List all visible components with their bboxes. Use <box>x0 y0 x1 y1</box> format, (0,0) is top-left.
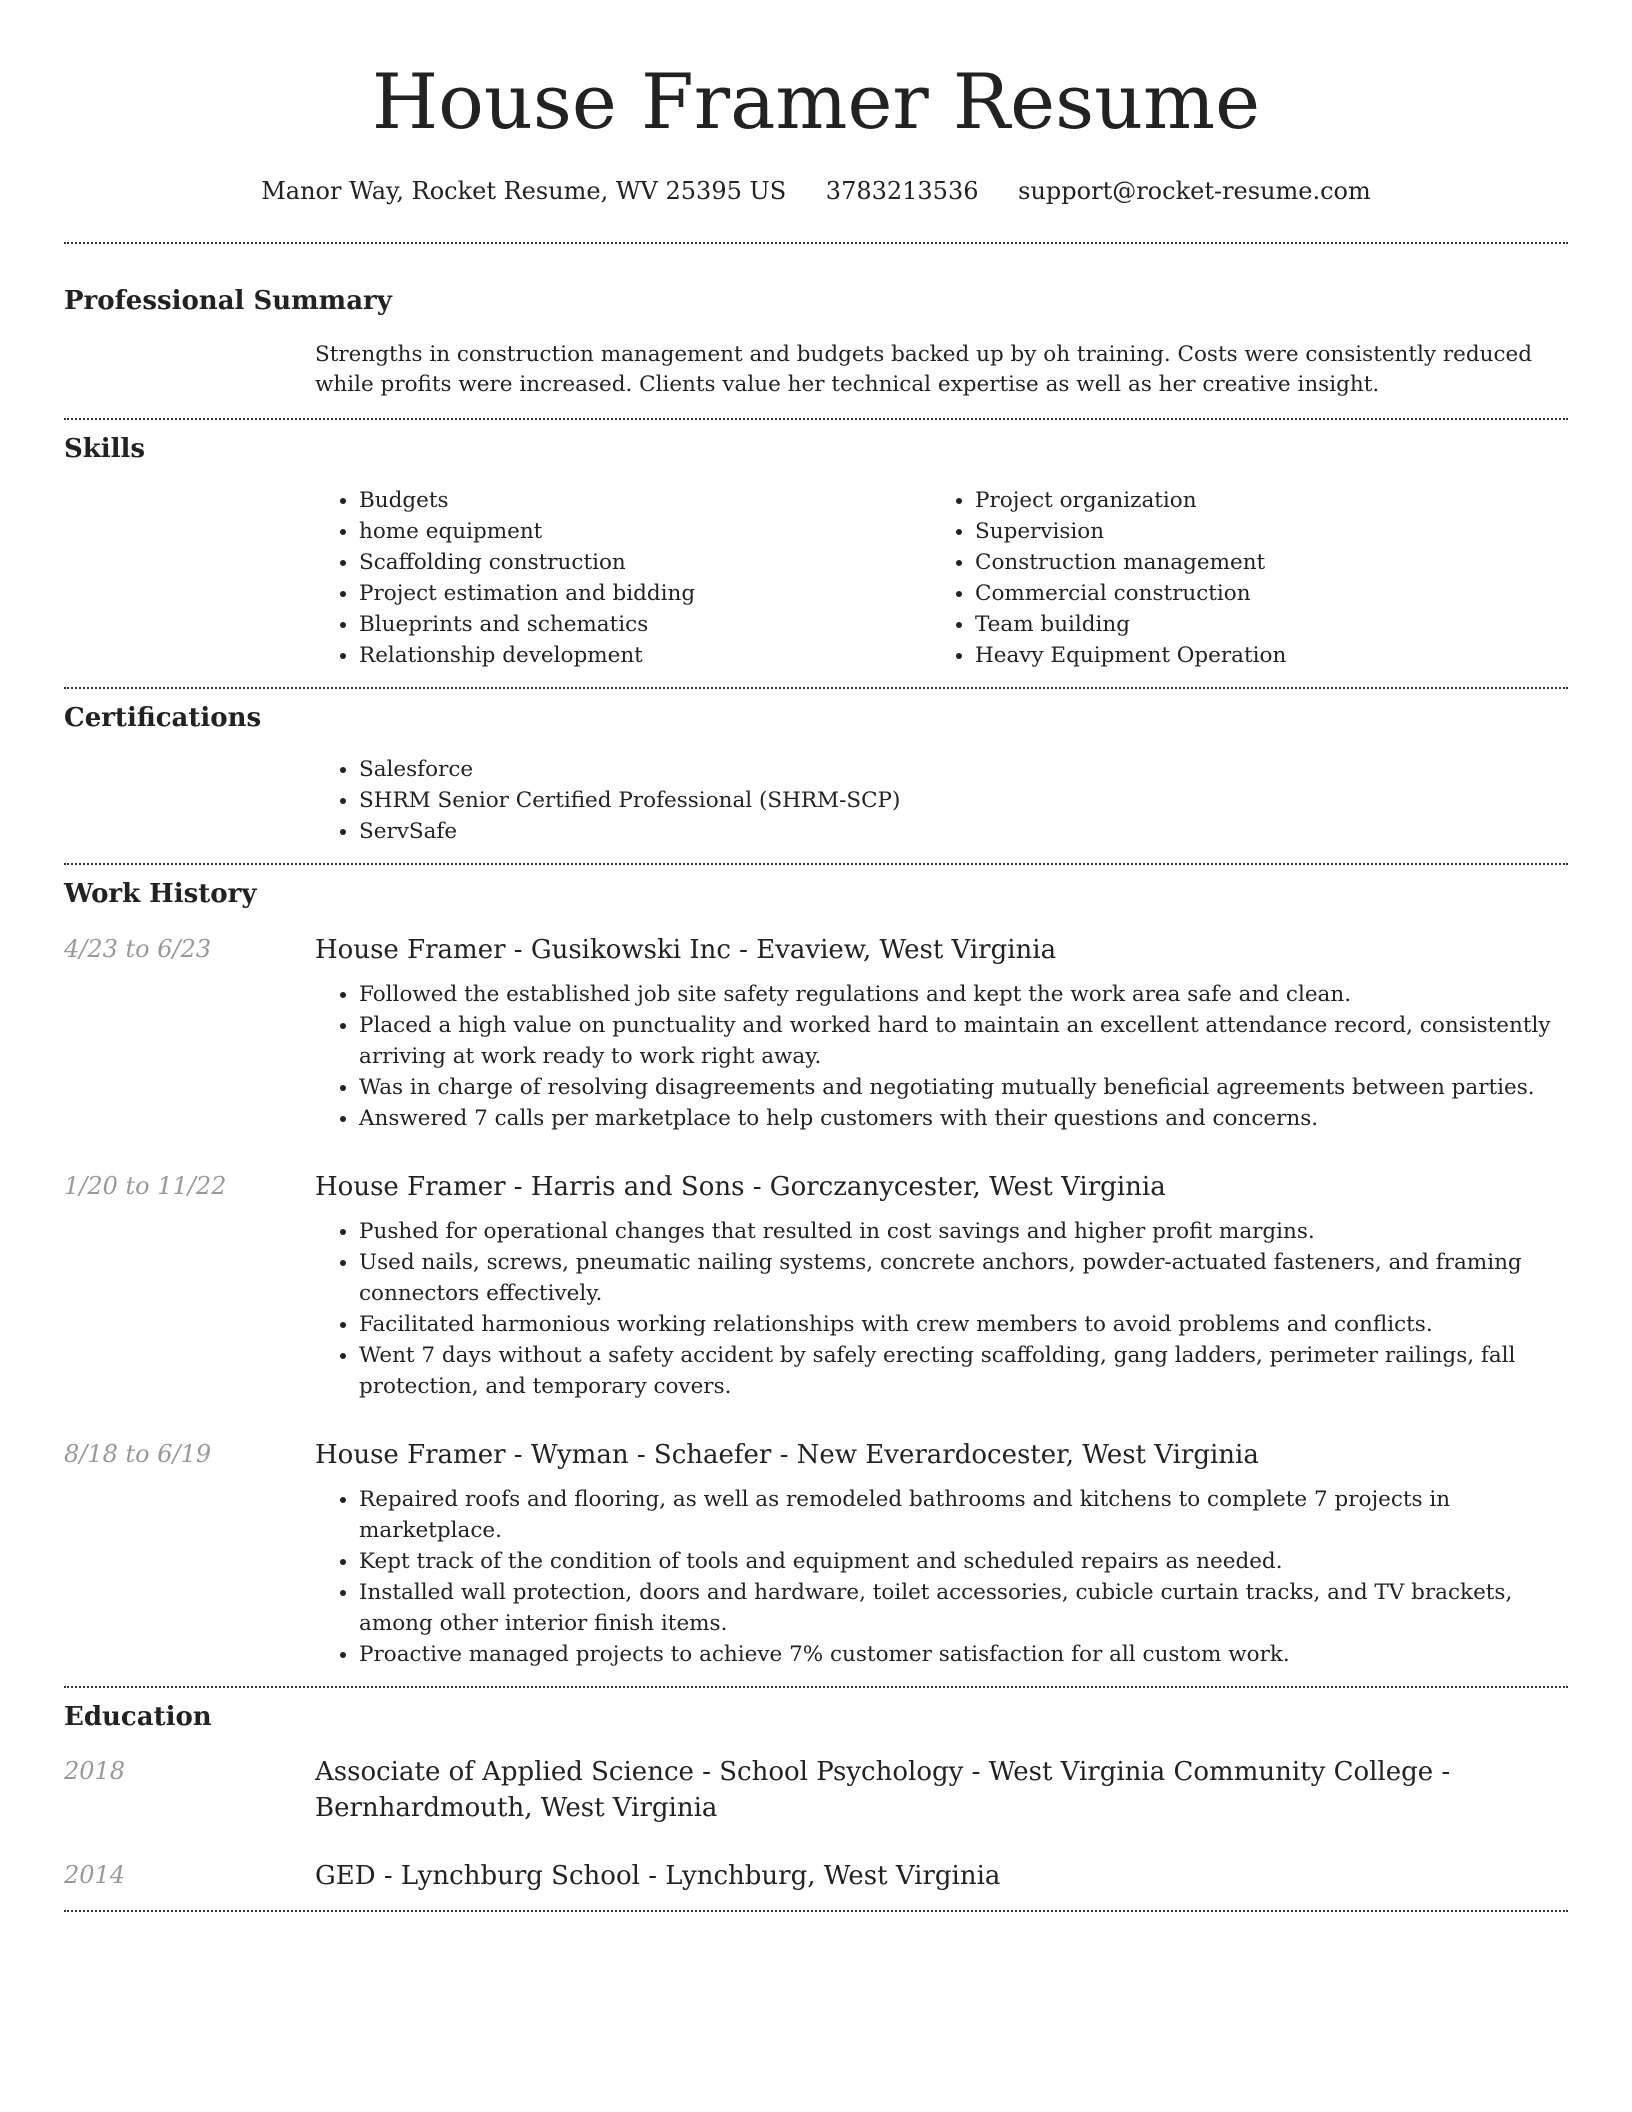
divider <box>64 242 1568 244</box>
divider <box>64 1910 1568 1912</box>
skills-list-right <box>931 485 1547 671</box>
certifications-section <box>64 701 1568 847</box>
job-title: House Framer - Gusikowski Inc - Evaview, West Virginia <box>315 935 1057 965</box>
job-bullets <box>315 1216 1568 1402</box>
education-entry <box>64 1858 1568 1894</box>
education-year: 2018 <box>64 1757 126 1785</box>
skill-item: • Scaffolding construction <box>359 547 931 578</box>
section-title-summary: Professional Summary <box>64 286 392 316</box>
divider <box>64 863 1568 865</box>
resume-page <box>64 0 1568 1912</box>
skill-item: • Construction management <box>975 547 1547 578</box>
job-dates: 4/23 to 6/23 <box>64 935 212 963</box>
education-entry <box>64 1754 1568 1826</box>
job-dates: 8/18 to 6/19 <box>64 1440 212 1468</box>
contact-line <box>64 174 1568 208</box>
skill-item: • Project estimation and bidding <box>359 578 931 609</box>
section-title-certifications: Certifications <box>64 703 262 733</box>
job-bullet: • Proactive managed projects to achieve 7% customer satisfaction for all custom work. <box>359 1639 1568 1670</box>
skill-item: • Supervision <box>975 516 1547 547</box>
education-title: GED - Lynchburg School - Lynchburg, West Virginia <box>315 1861 1001 1891</box>
summary-section <box>64 284 1568 400</box>
job-title: House Framer - Harris and Sons - Gorczanycester, West Virginia <box>315 1172 1166 1202</box>
job-bullet: • Kept track of the condition of tools and equipment and scheduled repairs as needed. <box>359 1546 1568 1577</box>
contact-email: support@rocket-resume.com <box>1018 177 1371 205</box>
job-bullet: • Installed wall protection, doors and hardware, toilet accessories, cubicle curtain tracks, and TV brackets, among other interior finish items. <box>359 1577 1568 1639</box>
job-entry <box>64 1169 1568 1402</box>
job-bullet: • Facilitated harmonious working relationships with crew members to avoid problems and conflicts. <box>359 1309 1568 1340</box>
skill-item: • home equipment <box>359 516 931 547</box>
job-title: House Framer - Wyman - Schaefer - New Everardocester, West Virginia <box>315 1440 1259 1470</box>
skill-item: • Budgets <box>359 485 931 516</box>
skill-item: • Relationship development <box>359 640 931 671</box>
education-year: 2014 <box>64 1861 126 1889</box>
certification-item: • Salesforce <box>359 754 1568 785</box>
section-title-education: Education <box>64 1702 212 1732</box>
job-bullet: • Followed the established job site safety regulations and kept the work area safe and clean. <box>359 979 1568 1010</box>
skills-section <box>64 432 1568 671</box>
skill-item: • Commercial construction <box>975 578 1547 609</box>
job-entry <box>64 932 1568 1134</box>
summary-text: Strengths in construction management and budgets backed up by oh training. Costs were consistently reduced while profits were increased. Clients value her technical expertise as well as her creative insight. <box>315 342 1533 397</box>
skill-item: • Project organization <box>975 485 1547 516</box>
job-bullet: • Placed a high value on punctuality and worked hard to maintain an excellent attendance record, consistently arriving at work ready to work right away. <box>359 1010 1568 1072</box>
certifications-list <box>315 754 1568 847</box>
skill-item: • Blueprints and schematics <box>359 609 931 640</box>
education-section <box>64 1700 1568 1894</box>
section-title-work: Work History <box>64 879 257 909</box>
job-bullet: • Pushed for operational changes that resulted in cost savings and higher profit margins. <box>359 1216 1568 1247</box>
skills-list-left <box>315 485 931 671</box>
certification-item: • SHRM Senior Certified Professional (SHRM-SCP) <box>359 785 1568 816</box>
work-history-section <box>64 877 1568 1670</box>
contact-phone: 3783213536 <box>825 177 979 205</box>
job-entry <box>64 1437 1568 1670</box>
resume-title: House Framer Resume <box>371 57 1261 146</box>
job-bullet: • Repaired roofs and flooring, as well as remodeled bathrooms and kitchens to complete 7 projects in marketplace. <box>359 1484 1568 1546</box>
contact-address: Manor Way, Rocket Resume, WV 25395 US <box>261 177 787 205</box>
divider <box>64 1686 1568 1688</box>
job-bullet: • Answered 7 calls per marketplace to help customers with their questions and concerns. <box>359 1103 1568 1134</box>
job-bullets <box>315 1484 1568 1670</box>
education-title: Associate of Applied Science - School Psychology - West Virginia Community College - Bernhardmouth, West Virginia <box>315 1757 1451 1823</box>
job-bullets <box>315 979 1568 1134</box>
divider <box>64 687 1568 689</box>
section-title-skills: Skills <box>64 434 146 464</box>
job-bullet: • Used nails, screws, pneumatic nailing systems, concrete anchors, powder-actuated fasteners, and framing connectors effectively. <box>359 1247 1568 1309</box>
divider <box>64 418 1568 420</box>
job-dates: 1/20 to 11/22 <box>64 1172 227 1200</box>
skill-item: • Heavy Equipment Operation <box>975 640 1547 671</box>
skill-item: • Team building <box>975 609 1547 640</box>
job-bullet: • Went 7 days without a safety accident by safely erecting scaffolding, gang ladders, perimeter railings, fall protection, and temporary covers. <box>359 1340 1568 1402</box>
certification-item: • ServSafe <box>359 816 1568 847</box>
job-bullet: • Was in charge of resolving disagreements and negotiating mutually beneficial agreements between parties. <box>359 1072 1568 1103</box>
